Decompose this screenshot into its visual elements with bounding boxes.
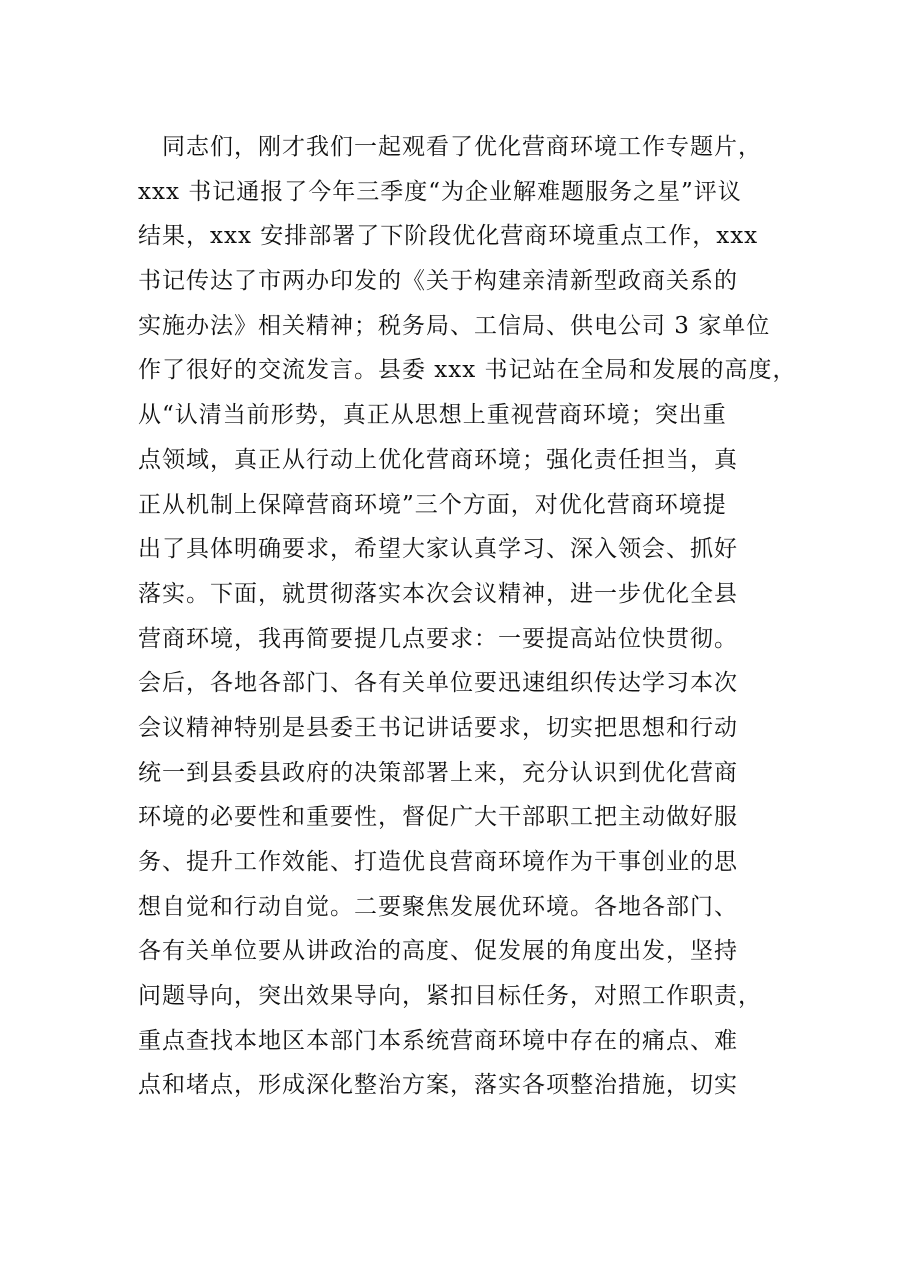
text-line: 从“认清当前形势，真正从思想上重视营商环境；突出重 <box>138 402 727 429</box>
text-line: 同志们，刚才我们一起观看了优化营商环境工作专题片， <box>138 134 762 160</box>
text-line: 正从机制上保障营商环境”三个方面，对优化营商环境提 <box>138 491 727 518</box>
text-line: 点和堵点，形成深化整治方案，落实各项整治措施，切实 <box>138 1072 738 1099</box>
text-line: 营商环境，我再简要提几点要求：一要提高站位快贯彻。 <box>138 625 738 652</box>
text-line: 点领域，真正从行动上优化营商环境；强化责任担当，真 <box>138 446 738 473</box>
text-line: 会后，各地各部门、各有关单位要迅速组织传达学习本次 <box>138 670 738 697</box>
text-line: 环境的必要性和重要性，督促广大干部职工把主动做好服 <box>138 804 738 831</box>
text-line: 落实。下面，就贯彻落实本次会议精神，进一步优化全县 <box>138 580 738 607</box>
text-line: 统一到县委县政府的决策部署上来，充分认识到优化营商 <box>138 759 738 786</box>
text-line: 结果，xxx 安排部署了下阶段优化营商环境重点工作，xxx <box>138 223 759 250</box>
text-line: 重点查找本地区本部门本系统营商环境中存在的痛点、难 <box>138 1027 738 1054</box>
text-line: 务、提升工作效能、打造优良营商环境作为干事创业的思 <box>138 849 738 875</box>
text-line: xxx 书记通报了今年三季度“为企业解难题服务之星”评议 <box>138 178 742 205</box>
text-line: 出了具体明确要求，希望大家认真学习、深入领会、抓好 <box>138 536 738 563</box>
text-line: 实施办法》相关精神；税务局、工信局、供电公司 3 家单位 <box>138 312 771 339</box>
text-line: 问题导向，突出效果导向，紧扣目标任务，对照工作职责， <box>138 983 762 1010</box>
body-text <box>138 127 797 1110</box>
text-line: 书记传达了市两办印发的《关于构建亲清新型政商关系的 <box>138 268 738 295</box>
text-line: 会议精神特别是县委王书记讲话要求，切实把思想和行动 <box>138 714 738 741</box>
text-line: 各有关单位要从讲政治的高度、促发展的角度出发，坚持 <box>138 938 738 965</box>
text-line: 想自觉和行动自觉。二要聚焦发展优环境。各地各部门、 <box>138 893 738 920</box>
text-line: 作了很好的交流发言。县委 xxx 书记站在全局和发展的高度， <box>138 357 797 384</box>
